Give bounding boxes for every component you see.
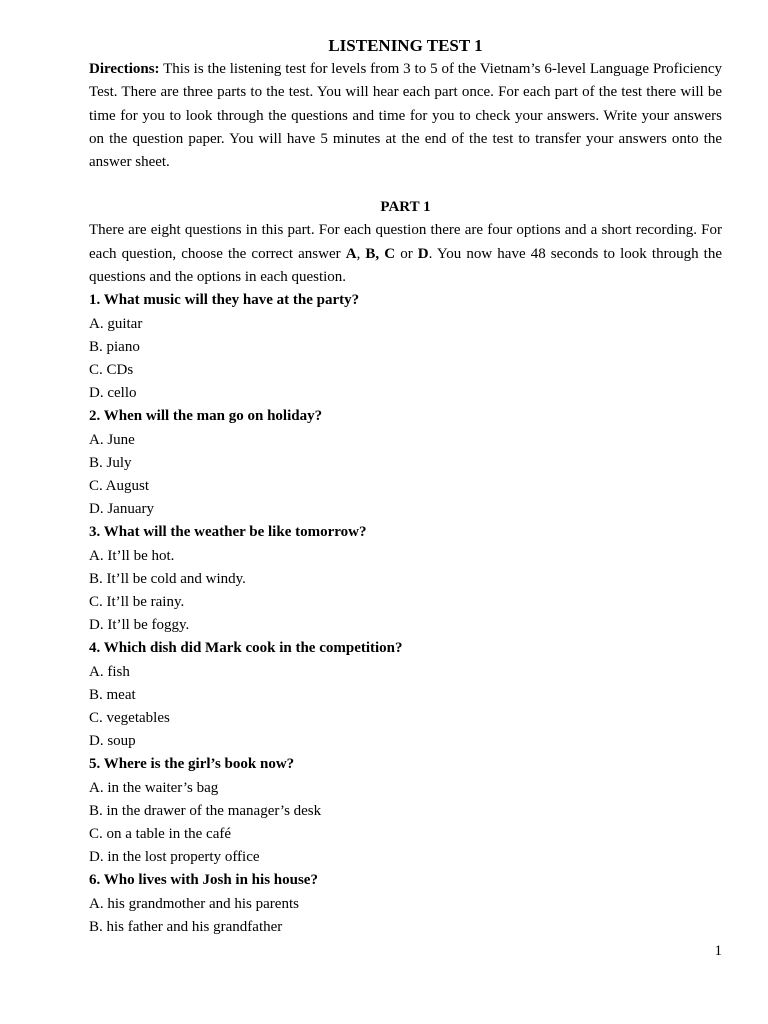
instructions-text: . You now have 48 seconds to look through the questions and the options in each question. — [89, 245, 722, 286]
question-4-option-d: D. soup — [89, 733, 136, 750]
question-block — [89, 869, 722, 939]
answer-letters-b-c: B, C — [365, 245, 396, 262]
question-3-option-d: D. It’ll be foggy. — [89, 617, 190, 634]
question-1: 1. What music will they have at the party? — [89, 292, 360, 309]
question-5-option-c: C. on a table in the café — [89, 826, 232, 843]
question-6: 6. Who lives with Josh in his house? — [89, 872, 318, 889]
question-1-option-d: D. cello — [89, 385, 137, 402]
question-4-option-a: A. fish — [89, 663, 130, 680]
question-4: 4. Which dish did Mark cook in the competition? — [89, 640, 403, 657]
question-3-option-a: A. It’ll be hot. — [89, 547, 175, 564]
question-block — [89, 637, 722, 753]
question-3: 3. What will the weather be like tomorrow? — [89, 524, 367, 541]
question-5-option-d: D. in the lost property office — [89, 849, 260, 866]
question-list — [89, 289, 722, 939]
question-4-option-c: C. vegetables — [89, 710, 170, 727]
question-block — [89, 521, 722, 637]
answer-letter-d: D — [417, 245, 429, 262]
question-2-option-a: A. June — [89, 431, 135, 448]
question-block — [89, 289, 722, 405]
question-5: 5. Where is the girl’s book now? — [89, 756, 295, 773]
question-5-option-a: A. in the waiter’s bag — [89, 779, 219, 796]
part-1-heading: PART 1 — [380, 199, 431, 216]
test-title: LISTENING TEST 1 — [328, 36, 483, 55]
question-3-option-c: C. It’ll be rainy. — [89, 594, 185, 611]
question-2-option-d: D. January — [89, 501, 154, 518]
part-1-instructions — [89, 219, 722, 289]
question-6-option-a: A. his grandmother and his parents — [89, 895, 299, 912]
directions-label: Directions: — [89, 61, 160, 77]
question-1-option-b: B. piano — [89, 338, 140, 355]
question-block — [89, 405, 722, 521]
question-2-option-b: B. July — [89, 454, 132, 471]
answer-letter-a: A — [345, 245, 357, 262]
document-page — [89, 34, 722, 939]
question-6-option-b: B. his father and his grandfather — [89, 918, 283, 935]
instructions-text: There are eight questions in this part. For each question there are four options and a short recording. For each question, choose the correct answer — [89, 222, 722, 262]
question-5-option-b: B. in the drawer of the manager’s desk — [89, 802, 322, 819]
question-1-option-a: A. guitar — [89, 315, 143, 332]
page-number: 1 — [714, 943, 722, 959]
question-2-option-c: C. August — [89, 478, 150, 494]
instructions-separator: or — [395, 245, 418, 262]
instructions-separator: , — [356, 245, 366, 262]
question-3-option-b: B. It’ll be cold and windy. — [89, 570, 246, 587]
question-1-option-c: C. CDs — [89, 361, 134, 378]
directions-text: This is the listening test for levels from 3 to 5 of the Vietnam’s 6-level Language Proficiency Test. There are three parts to the test. You will hear each part once. For each part of the test there will be time for you to look through the questions and time for you to check your answers. Write your answers on the question paper. You will have 5 minutes at the end of the test to transfer your answers onto the answer sheet. — [89, 61, 722, 171]
question-block — [89, 753, 722, 869]
question-2: 2. When will the man go on holiday? — [89, 408, 323, 425]
directions-paragraph — [89, 58, 722, 174]
question-4-option-b: B. meat — [89, 686, 136, 703]
